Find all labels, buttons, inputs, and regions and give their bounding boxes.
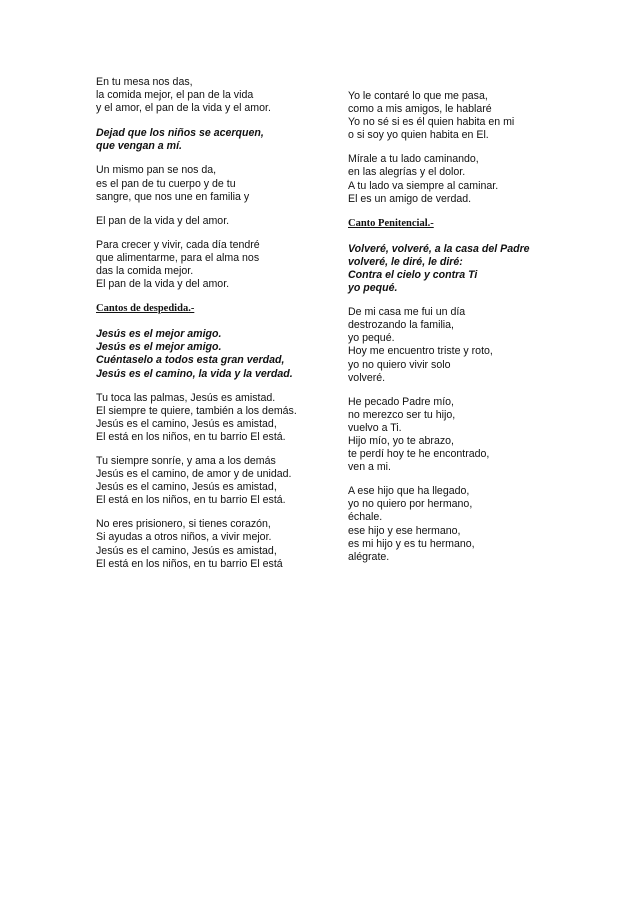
stanza: Para crecer y vivir, cada día tendré que alimentarme, para el alma nos das la comida mejor. El pan de la vida y del amor. [96, 238, 260, 291]
right-column [348, 90, 548, 575]
section-heading-despedida: Cantos de despedida.- [96, 303, 195, 315]
stanza: Un mismo pan se nos da, es el pan de tu cuerpo y de tu sangre, que nos une en familia y [96, 164, 250, 203]
stanza: Mírale a tu lado caminando, en las alegrías y el dolor. A tu lado va siempre al caminar. El es un amigo de verdad. [348, 153, 499, 205]
section-heading-penitencial: Canto Penitencial.- [348, 217, 434, 229]
left-column [96, 76, 324, 582]
stanza: En tu mesa nos das, la comida mejor, el pan de la vida y el amor, el pan de la vida y el amor. [96, 76, 271, 115]
stanza: Yo le contaré lo que me pasa, como a mis amigos, le hablaré Yo no sé si es él quien habita en mi o si soy yo quien habita en El. [348, 90, 515, 142]
stanza: El pan de la vida y del amor. [96, 214, 230, 227]
stanza-refrain: Dejad que los niños se acerquen, que vengan a mí. [96, 127, 264, 153]
stanza: No eres prisionero, si tienes corazón, Si ayudas a otros niños, a vivir mejor. Jesús es el camino, Jesús es amistad, El está en los niños, en tu barrio El está [96, 518, 283, 570]
stanza: Tu toca las palmas, Jesús es amistad. El siempre te quiere, también a los demás. Jesús es el camino, Jesús es amistad, El está en los niños, en tu barrio El está. [96, 391, 297, 443]
stanza: He pecado Padre mío, no merezco ser tu hijo, vuelvo a Ti. Hijo mío, yo te abrazo, te perdí hoy te he encontrado, ven a mi. [348, 395, 490, 474]
stanza-refrain: Jesús es el mejor amigo. Jesús es el mejor amigo. Cuéntaselo a todos esta gran verdad, Jesús es el camino, la vida y la verdad. [96, 328, 293, 380]
stanza: De mi casa me fui un día destrozando la familia, yo pequé. Hoy me encuentro triste y roto, yo no quiero vivir solo volveré. [348, 306, 493, 384]
stanza-refrain: Volveré, volveré, a la casa del Padre volveré, le diré, le diré: Contra el cielo y contra Ti yo pequé. [348, 242, 530, 295]
stanza: A ese hijo que ha llegado, yo no quiero por hermano, échale. ese hijo y ese hermano, es mi hijo y es tu hermano, alégrate. [348, 485, 475, 563]
stanza: Tu siempre sonríe, y ama a los demás Jesús es el camino, de amor y de unidad. Jesús es el camino, Jesús es amistad, El está en los niños, en tu barrio El está. [96, 454, 292, 507]
